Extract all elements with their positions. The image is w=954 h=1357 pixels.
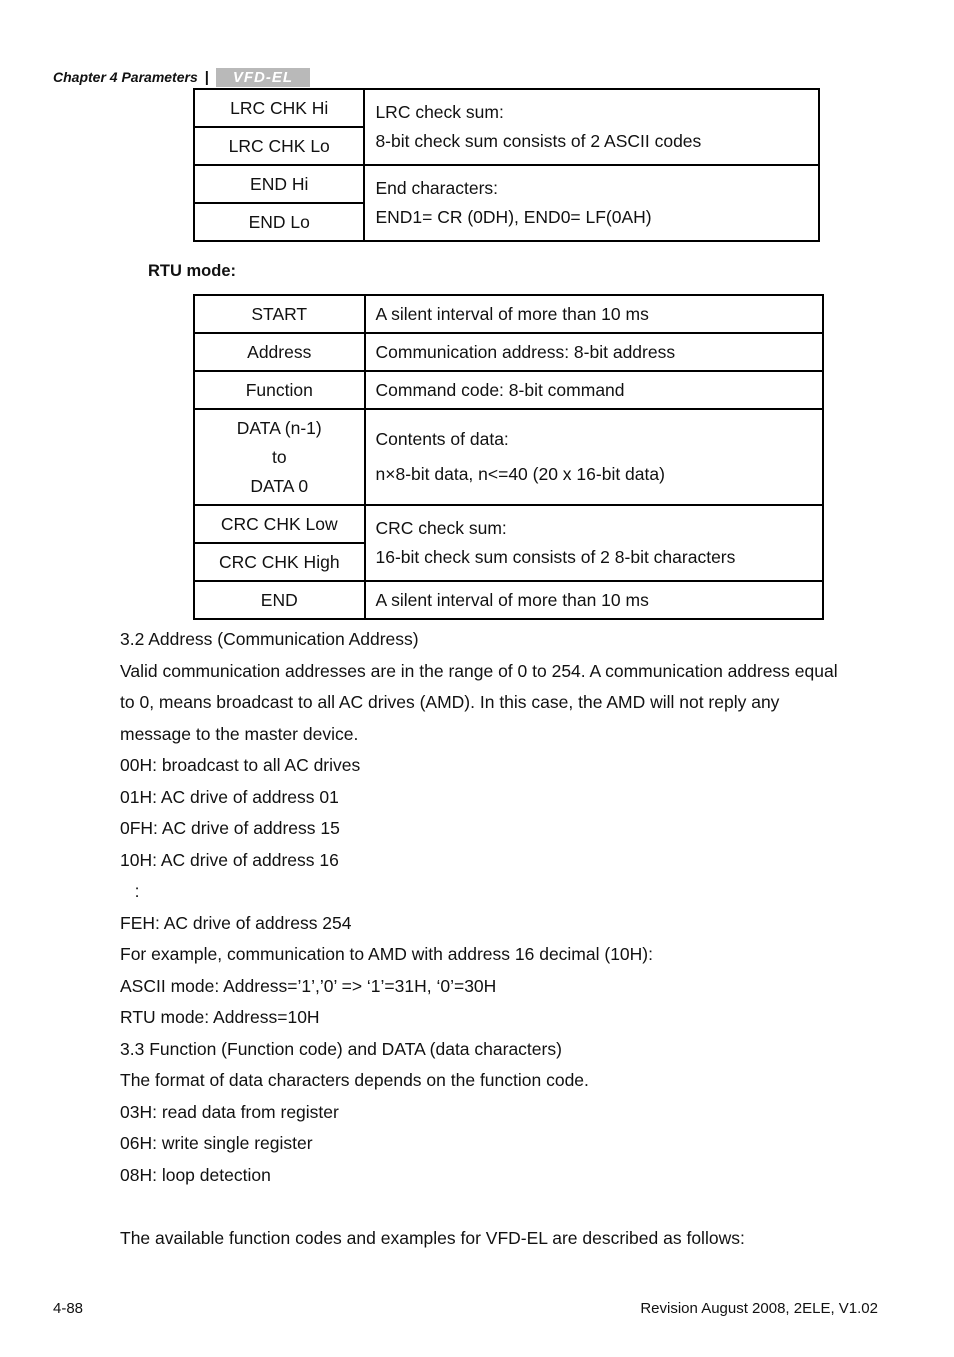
- data-range-line-3: DATA 0: [250, 475, 309, 496]
- data-range-line-1: DATA (n-1): [236, 417, 322, 438]
- header-separator: |: [204, 68, 209, 86]
- rtu-frame-table: [193, 294, 824, 620]
- ascii-frame-tail-table: [193, 88, 820, 242]
- rtu-mode-heading: RTU mode:: [148, 262, 236, 280]
- body-line: 08H: loop detection: [120, 1165, 271, 1185]
- body-line: The available function codes and examples for VFD-EL are described as follows:: [120, 1228, 745, 1248]
- table-cell-start: START: [194, 295, 365, 333]
- table-cell-end: END: [194, 581, 365, 619]
- data-range-line-2: to: [271, 446, 287, 467]
- body-line: FEH: AC drive of address 254: [120, 913, 352, 933]
- table-cell-end-hi: END Hi: [194, 165, 364, 203]
- chapter-title: Chapter 4 Parameters: [53, 69, 198, 85]
- body-line: 0FH: AC drive of address 15: [120, 818, 340, 838]
- end-desc-line-2: END1= CR (0DH), END0= LF(0AH): [375, 207, 652, 227]
- vfd-el-logo: VFD-EL: [216, 68, 310, 87]
- table-cell-lrc-chk-hi: LRC CHK Hi: [194, 89, 364, 127]
- body-line: 00H: broadcast to all AC drives: [120, 755, 361, 775]
- body-line: 03H: read data from register: [120, 1102, 339, 1122]
- body-line: Valid communication addresses are in the range of 0 to 254. A communication address equal: [120, 661, 838, 681]
- table-cell-lrc-description: [364, 89, 819, 165]
- page-header: [53, 66, 310, 88]
- table-cell-data-range: [194, 409, 365, 505]
- lrc-desc-line-2: 8-bit check sum consists of 2 ASCII codes: [375, 131, 702, 151]
- table-cell-crc-chk-low: CRC CHK Low: [194, 505, 365, 543]
- table-cell-function-desc: Command code: 8-bit command: [365, 371, 823, 409]
- table-cell-crc-chk-high: CRC CHK High: [194, 543, 365, 581]
- table-cell-function: Function: [194, 371, 365, 409]
- body-line: 10H: AC drive of address 16: [120, 850, 339, 870]
- body-line-ellipsis: :: [120, 881, 140, 901]
- data-desc-line-2: n×8-bit data, n<=40 (20 x 16-bit data): [375, 464, 665, 484]
- end-desc-line-1: End characters:: [375, 178, 499, 198]
- revision-note: Revision August 2008, 2ELE, V1.02: [640, 1300, 878, 1317]
- body-line: RTU mode: Address=10H: [120, 1007, 320, 1027]
- body-line: to 0, means broadcast to all AC drives (AMD). In this case, the AMD will not reply any: [120, 692, 780, 712]
- body-line: ASCII mode: Address=’1’,’0’ => ‘1’=31H, ‘0’=30H: [120, 976, 497, 996]
- crc-desc-line-2: 16-bit check sum consists of 2 8-bit characters: [375, 547, 736, 567]
- lrc-desc-line-1: LRC check sum:: [375, 102, 504, 122]
- table-cell-lrc-chk-lo: LRC CHK Lo: [194, 127, 364, 165]
- crc-desc-line-1: CRC check sum:: [375, 518, 507, 538]
- body-line: 01H: AC drive of address 01: [120, 787, 339, 807]
- table-cell-end-description: [364, 165, 819, 241]
- section-heading-address: 3.2 Address (Communication Address): [120, 629, 419, 649]
- page-number: 4-88: [53, 1300, 84, 1317]
- table-cell-data-desc: [365, 409, 823, 505]
- table-cell-crc-desc: [365, 505, 823, 581]
- table-cell-end-lo: END Lo: [194, 203, 364, 241]
- section-heading-function: 3.3 Function (Function code) and DATA (data characters): [120, 1039, 562, 1059]
- body-line: 06H: write single register: [120, 1133, 313, 1153]
- table-cell-address: Address: [194, 333, 365, 371]
- body-line: For example, communication to AMD with address 16 decimal (10H):: [120, 944, 653, 964]
- data-desc-line-1: Contents of data:: [375, 429, 509, 449]
- table-cell-start-desc: A silent interval of more than 10 ms: [365, 295, 823, 333]
- body-line: The format of data characters depends on the function code.: [120, 1070, 589, 1090]
- table-cell-address-desc: Communication address: 8-bit address: [365, 333, 823, 371]
- table-cell-end-desc: A silent interval of more than 10 ms: [365, 581, 823, 619]
- body-line: message to the master device.: [120, 724, 359, 744]
